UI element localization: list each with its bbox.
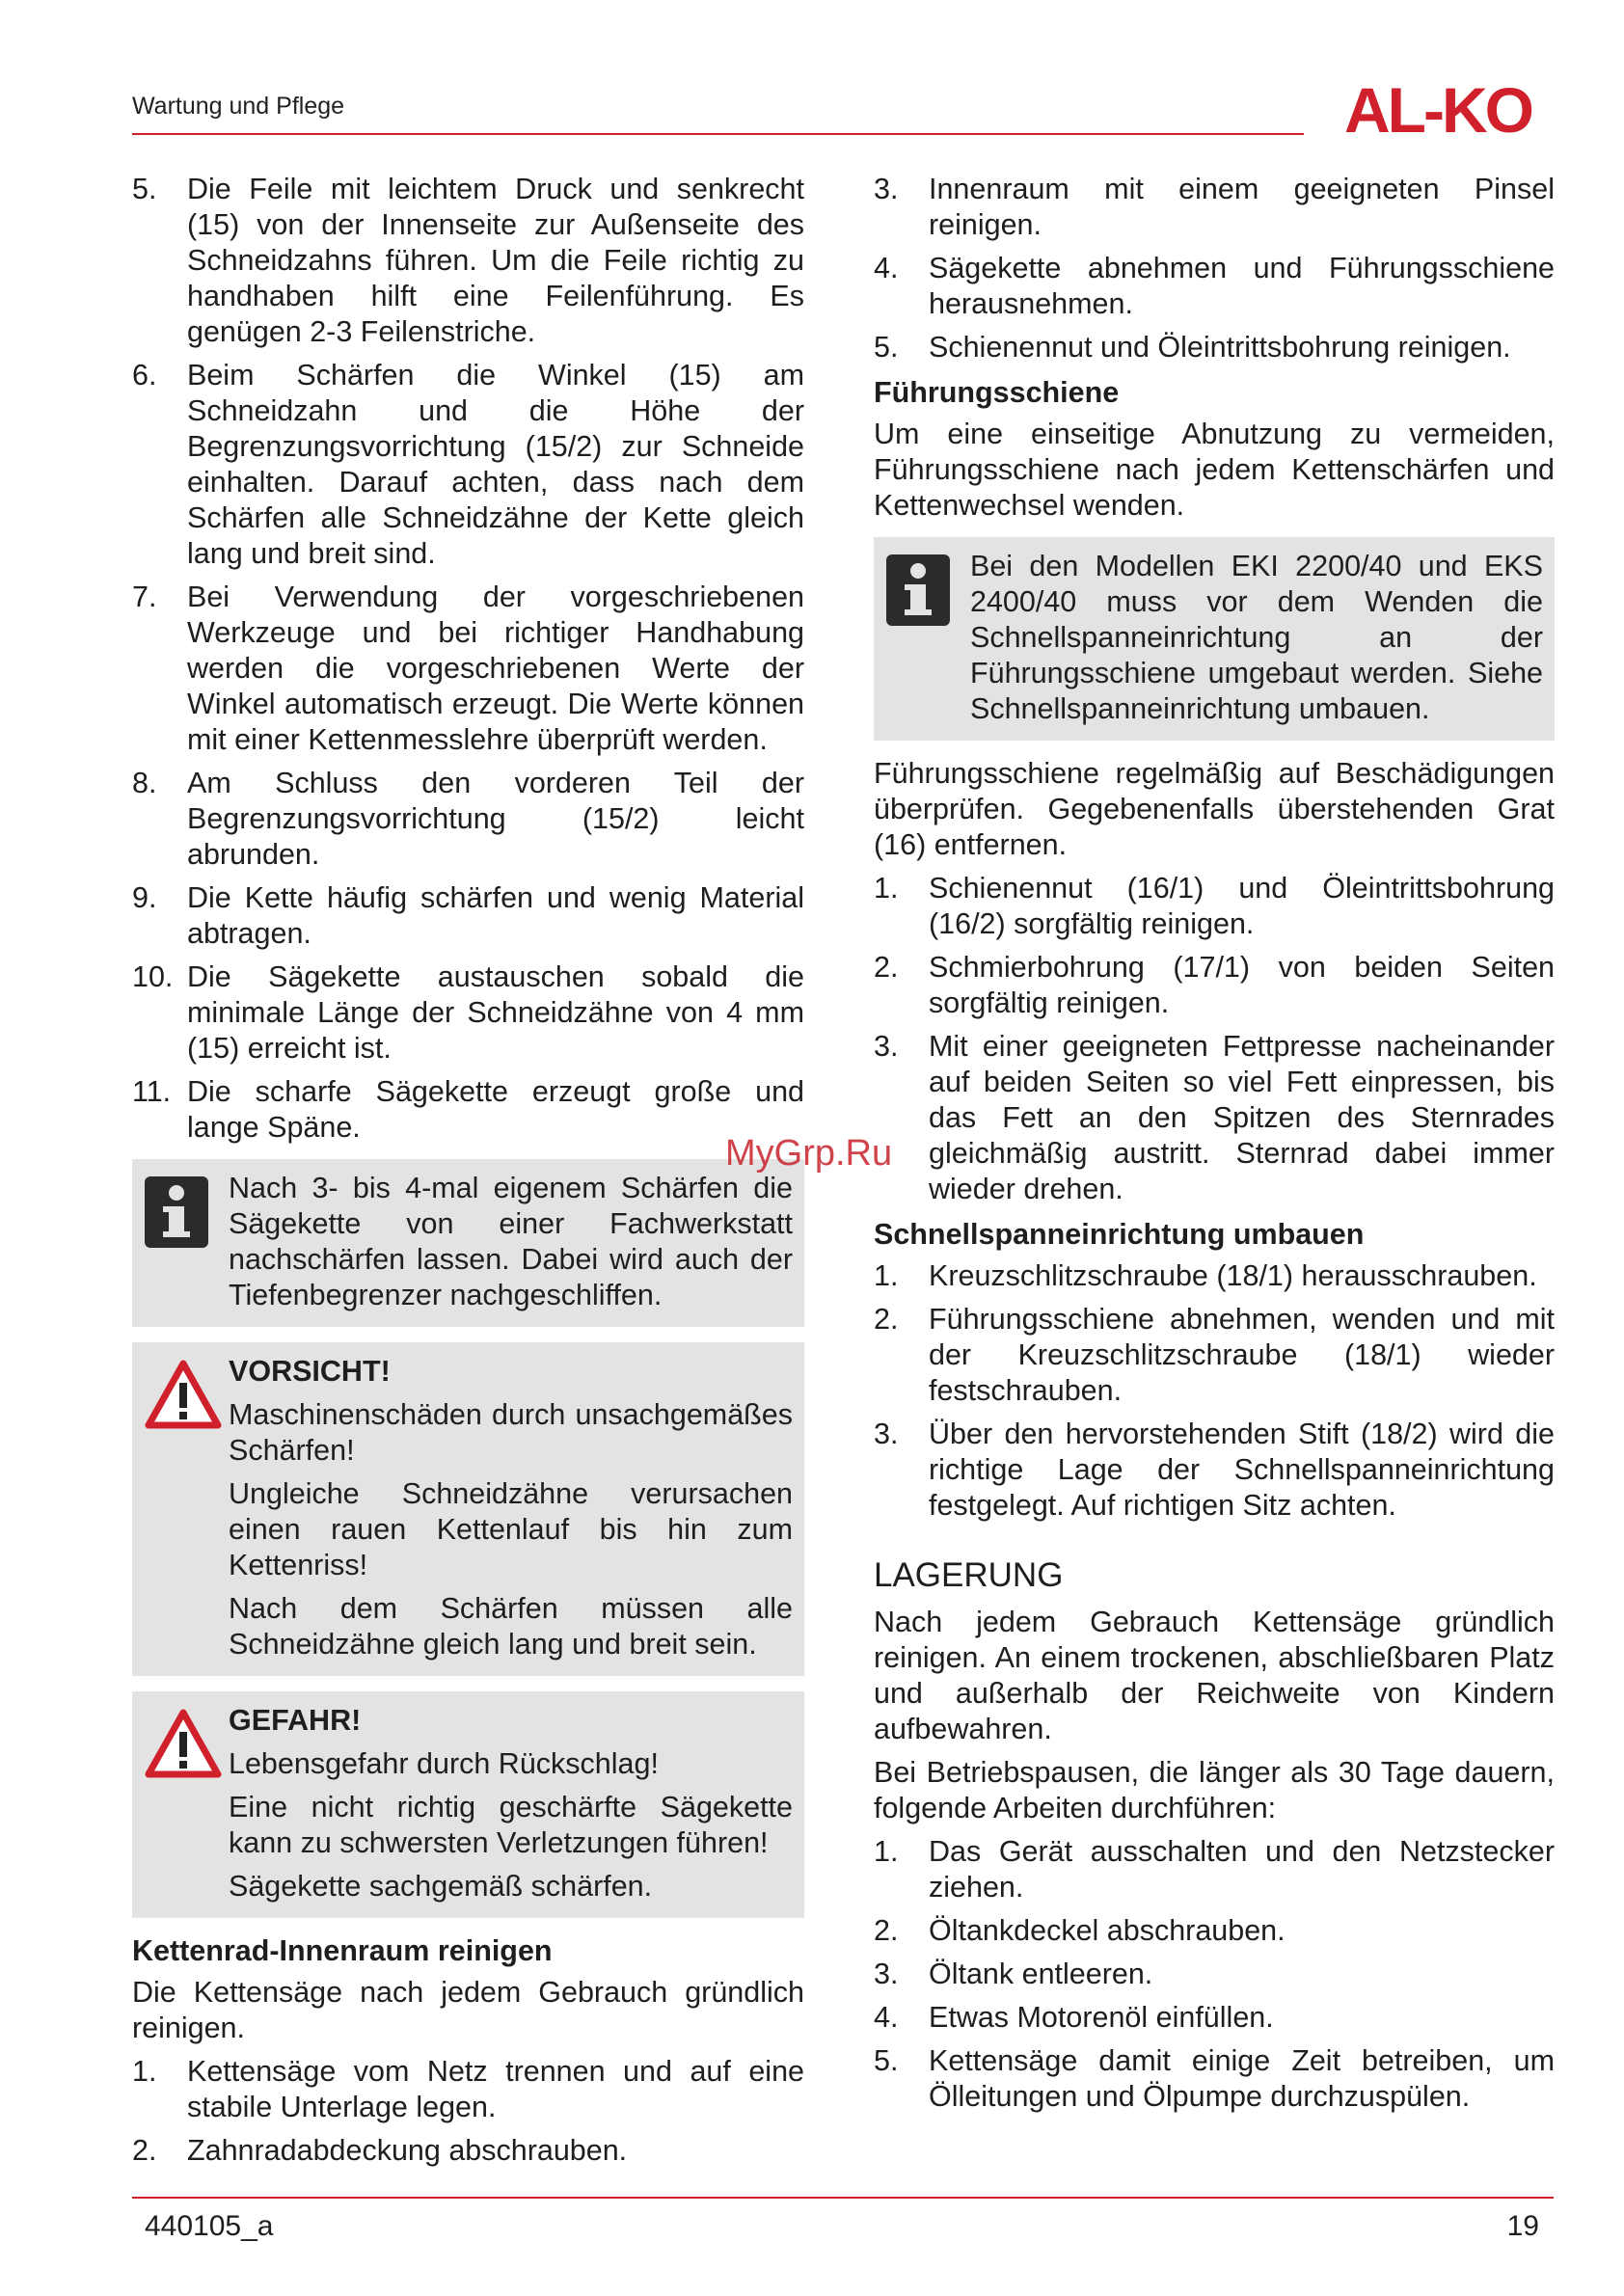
danger-box: [132, 1691, 804, 1918]
paragraph: Die Kettensäge nach jedem Gebrauch gründlich reinigen.: [132, 1976, 804, 2044]
danger-text: Eine nicht richtig geschärfte Sägekette kann zu schwersten Verletzungen führen!: [229, 1791, 793, 1859]
info-text: Bei den Modellen EKI 2200/40 und EKS 2400/40 muss vor dem Wenden die Schnellspanneinrichtung an der Führungsschiene umgebaut werden. Siehe Schnellspanneinrichtung umbauen.: [970, 550, 1543, 725]
list-item: 4. Sägekette abnehmen und Führungsschiene herausnehmen.: [874, 252, 1555, 320]
list-item: 4. Etwas Motorenöl einfüllen.: [874, 2001, 1274, 2034]
list-item: 2. Öltankdeckel abschrauben.: [874, 1914, 1286, 1947]
paragraph: Um eine einseitige Abnutzung zu vermeiden, Führungsschiene nach jedem Kettenschärfen und Kettenwechsel wenden.: [874, 418, 1555, 522]
caution-text: Maschinenschäden durch unsachgemäßes Schärfen!: [229, 1398, 793, 1467]
quick-tension-steps-list: [874, 1258, 1555, 1524]
alko-logo: [1321, 77, 1555, 139]
info-box: [132, 1159, 804, 1327]
cleaning-steps-list-cont: [874, 172, 1555, 365]
section-heading: Schnellspanneinrichtung umbauen: [874, 1218, 1365, 1251]
list-item: 1. Das Gerät ausschalten und den Netzstecker ziehen.: [874, 1835, 1555, 1904]
page-number: 19: [1506, 2210, 1539, 2242]
list-item: 3. Mit einer geeigneten Fettpresse nacheinander auf beiden Seiten so viel Fett einpressen, bis das Fett an den Spitzen des Sternrades gleichmäßig austritt. Sternrad dabei immer wieder drehen.: [874, 1030, 1555, 1205]
rail-steps-list: [874, 871, 1555, 1207]
danger-text: Sägekette sachgemäß schärfen.: [229, 1870, 653, 1903]
list-item: 10. Die Sägekette austauschen sobald die minimale Länge der Schneidzähne von 4 mm (15) erreicht ist.: [132, 960, 804, 1065]
list-item: 3. Öltank entleeren.: [874, 1958, 1153, 1990]
info-text: Nach 3- bis 4-mal eigenem Schärfen die Sägekette von einer Fachwerkstatt nachschärfen lassen. Dabei wird auch der Tiefenbegrenzer nachgeschliffen.: [229, 1172, 793, 1311]
sharpening-steps-list: [132, 172, 804, 1146]
paragraph: Bei Betriebspausen, die länger als 30 Tage dauern, folgende Arbeiten durchführen:: [874, 1756, 1555, 1824]
cleaning-steps-list: [132, 2054, 804, 2169]
list-item: 11. Die scharfe Sägekette erzeugt große und lange Späne.: [132, 1075, 804, 1144]
list-item: 2. Schmierbohrung (17/1) von beiden Seiten sorgfältig reinigen.: [874, 951, 1555, 1019]
danger-title: GEFAHR!: [229, 1704, 362, 1737]
paragraph: Nach jedem Gebrauch Kettensäge gründlich reinigen. An einem trockenen, abschließbaren Platz und außerhalb der Reichweite von Kindern aufbewahren.: [874, 1606, 1555, 1745]
chapter-heading: LAGERUNG: [874, 1556, 1064, 1594]
list-item: 5. Kettensäge damit einige Zeit betreiben, um Ölleitungen und Ölpumpe durchzuspülen.: [874, 2044, 1555, 2113]
header-rule: [132, 133, 1304, 135]
info-icon: [886, 554, 950, 626]
list-item: 6. Beim Schärfen die Winkel (15) am Schneidzahn und die Höhe der Begrenzungsvorrichtung (15/2) zur Schneide einhalten. Darauf achten, dass nach dem Schärfen alle Schneidzähne der Kette gleich lang und breit sind.: [132, 359, 804, 570]
section-heading: Kettenrad-Innenraum reinigen: [132, 1934, 553, 1967]
footer-rule: [132, 2197, 1554, 2199]
right-column: [874, 172, 1555, 2122]
svg-text:AL-KO: AL-KO: [1344, 77, 1531, 139]
list-item: 2. Zahnradabdeckung abschrauben.: [132, 2134, 628, 2167]
caution-text: Nach dem Schärfen müssen alle Schneidzähne gleich lang und breit sein.: [229, 1592, 793, 1661]
paragraph: Führungsschiene regelmäßig auf Beschädigungen überprüfen. Gegebenenfalls überstehenden Grat (16) entfernen.: [874, 757, 1555, 861]
storage-steps-list: [874, 1834, 1555, 2115]
list-item: 8. Am Schluss den vorderen Teil der Begrenzungsvorrichtung (15/2) leicht abrunden.: [132, 767, 804, 871]
watermark: MyGrp.Ru: [725, 1133, 893, 1174]
section-heading: Führungsschiene: [874, 376, 1120, 409]
list-item: 1. Schienennut (16/1) und Öleintrittsbohrung (16/2) sorgfältig reinigen.: [874, 872, 1555, 940]
list-item: 3. Über den hervorstehenden Stift (18/2) wird die richtige Lage der Schnellspanneinrichtung festgelegt. Auf richtigen Sitz achten.: [874, 1418, 1555, 1522]
list-item: 1. Kettensäge vom Netz trennen und auf eine stabile Unterlage legen.: [132, 2055, 804, 2123]
left-column: [132, 172, 804, 2176]
info-box: [874, 537, 1555, 741]
document-id: 440105_a: [145, 2210, 274, 2242]
list-item: 2. Führungsschiene abnehmen, wenden und mit der Kreuzschlitzschraube (18/1) wieder festschrauben.: [874, 1303, 1555, 1407]
caution-text: Ungleiche Schneidzähne verursachen einen rauen Kettenlauf bis hin zum Kettenriss!: [229, 1477, 793, 1581]
section-header: Wartung und Pflege: [132, 93, 345, 120]
list-item: 3. Innenraum mit einem geeigneten Pinsel reinigen.: [874, 173, 1555, 241]
list-item: 1. Kreuzschlitzschraube (18/1) herausschrauben.: [874, 1259, 1537, 1292]
danger-text: Lebensgefahr durch Rückschlag!: [229, 1747, 659, 1780]
caution-box: [132, 1342, 804, 1676]
list-item: 7. Bei Verwendung der vorgeschriebenen Werkzeuge und bei richtiger Handhabung werden die vorgeschriebenen Werte der Winkel automatisch erzeugt. Die Werte können mit einer Kettenmesslehre überprüft werden.: [132, 581, 804, 756]
caution-title: VORSICHT!: [229, 1355, 391, 1388]
info-icon: [145, 1176, 208, 1248]
list-item: 9. Die Kette häufig schärfen und wenig Material abtragen.: [132, 881, 804, 950]
list-item: 5. Schienennut und Öleintrittsbohrung reinigen.: [874, 331, 1511, 364]
warning-triangle-icon: [145, 1360, 222, 1429]
list-item: 5. Die Feile mit leichtem Druck und senkrecht (15) von der Innenseite zur Außenseite des Schneidzahns führen. Um die Feile richtig zu handhaben hilft eine Feilenführung. Es genügen 2-3 Feilenstriche.: [132, 173, 804, 348]
warning-triangle-icon: [145, 1709, 222, 1778]
